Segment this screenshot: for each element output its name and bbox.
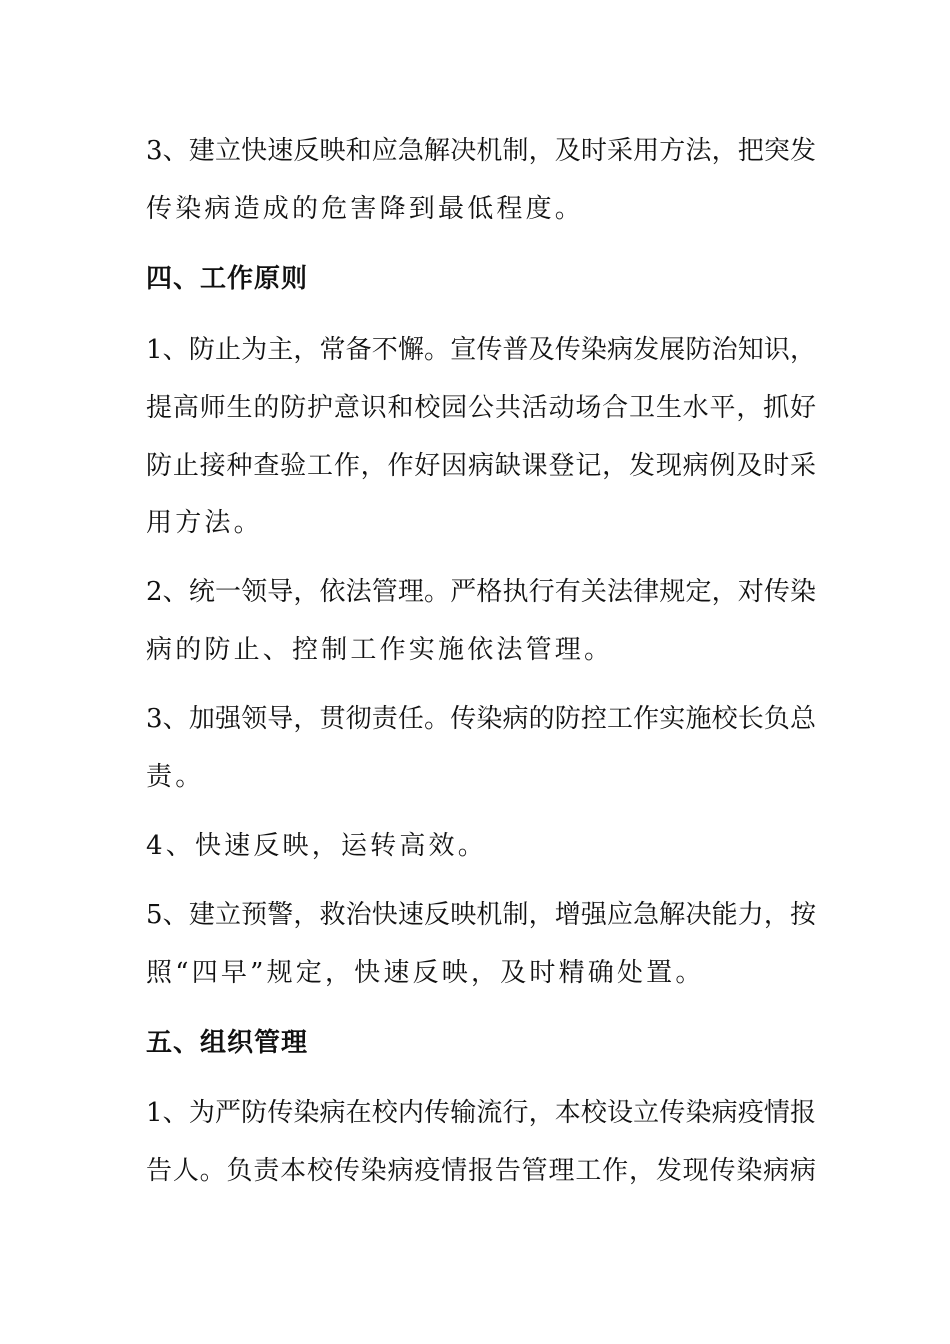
paragraph-line: 病的防止、控制工作实施依法管理。 (146, 635, 614, 665)
section-heading: 四、工作原则 (146, 264, 309, 294)
paragraph-line: 3、加强领导，贯彻责任。传染病的防控工作实施校长负总 (146, 704, 816, 734)
paragraph-line: 1、防止为主，常备不懈。宣传普及传染病发展防治知识， (146, 335, 816, 365)
paragraph-line: 责。 (146, 762, 205, 792)
paragraph-line: 2、统一领导，依法管理。严格执行有关法律规定，对传染 (146, 577, 816, 607)
paragraph-line: 用方法。 (146, 508, 263, 538)
paragraph-line: 告人。负责本校传染病疫情报告管理工作，发现传染病病 (146, 1156, 816, 1186)
paragraph-line: 提高师生的防护意识和校园公共活动场合卫生水平，抓好 (146, 393, 816, 423)
paragraph-line: 3、建立快速反映和应急解决机制，及时采用方法，把突发 (146, 136, 816, 166)
section-heading: 五、组织管理 (146, 1028, 309, 1058)
paragraph-line: 4、快速反映，运转高效。 (146, 831, 487, 861)
paragraph-line: 防止接种查验工作，作好因病缺课登记，发现病例及时采 (146, 451, 816, 481)
paragraph-line: 照“四早”规定，快速反映，及时精确处置。 (146, 958, 705, 988)
paragraph-line: 传染病造成的危害降到最低程度。 (146, 194, 585, 224)
paragraph-line: 1、为严防传染病在校内传输流行，本校设立传染病疫情报 (146, 1098, 816, 1128)
paragraph-line: 5、建立预警，救治快速反映机制，增强应急解决能力，按 (146, 900, 816, 930)
